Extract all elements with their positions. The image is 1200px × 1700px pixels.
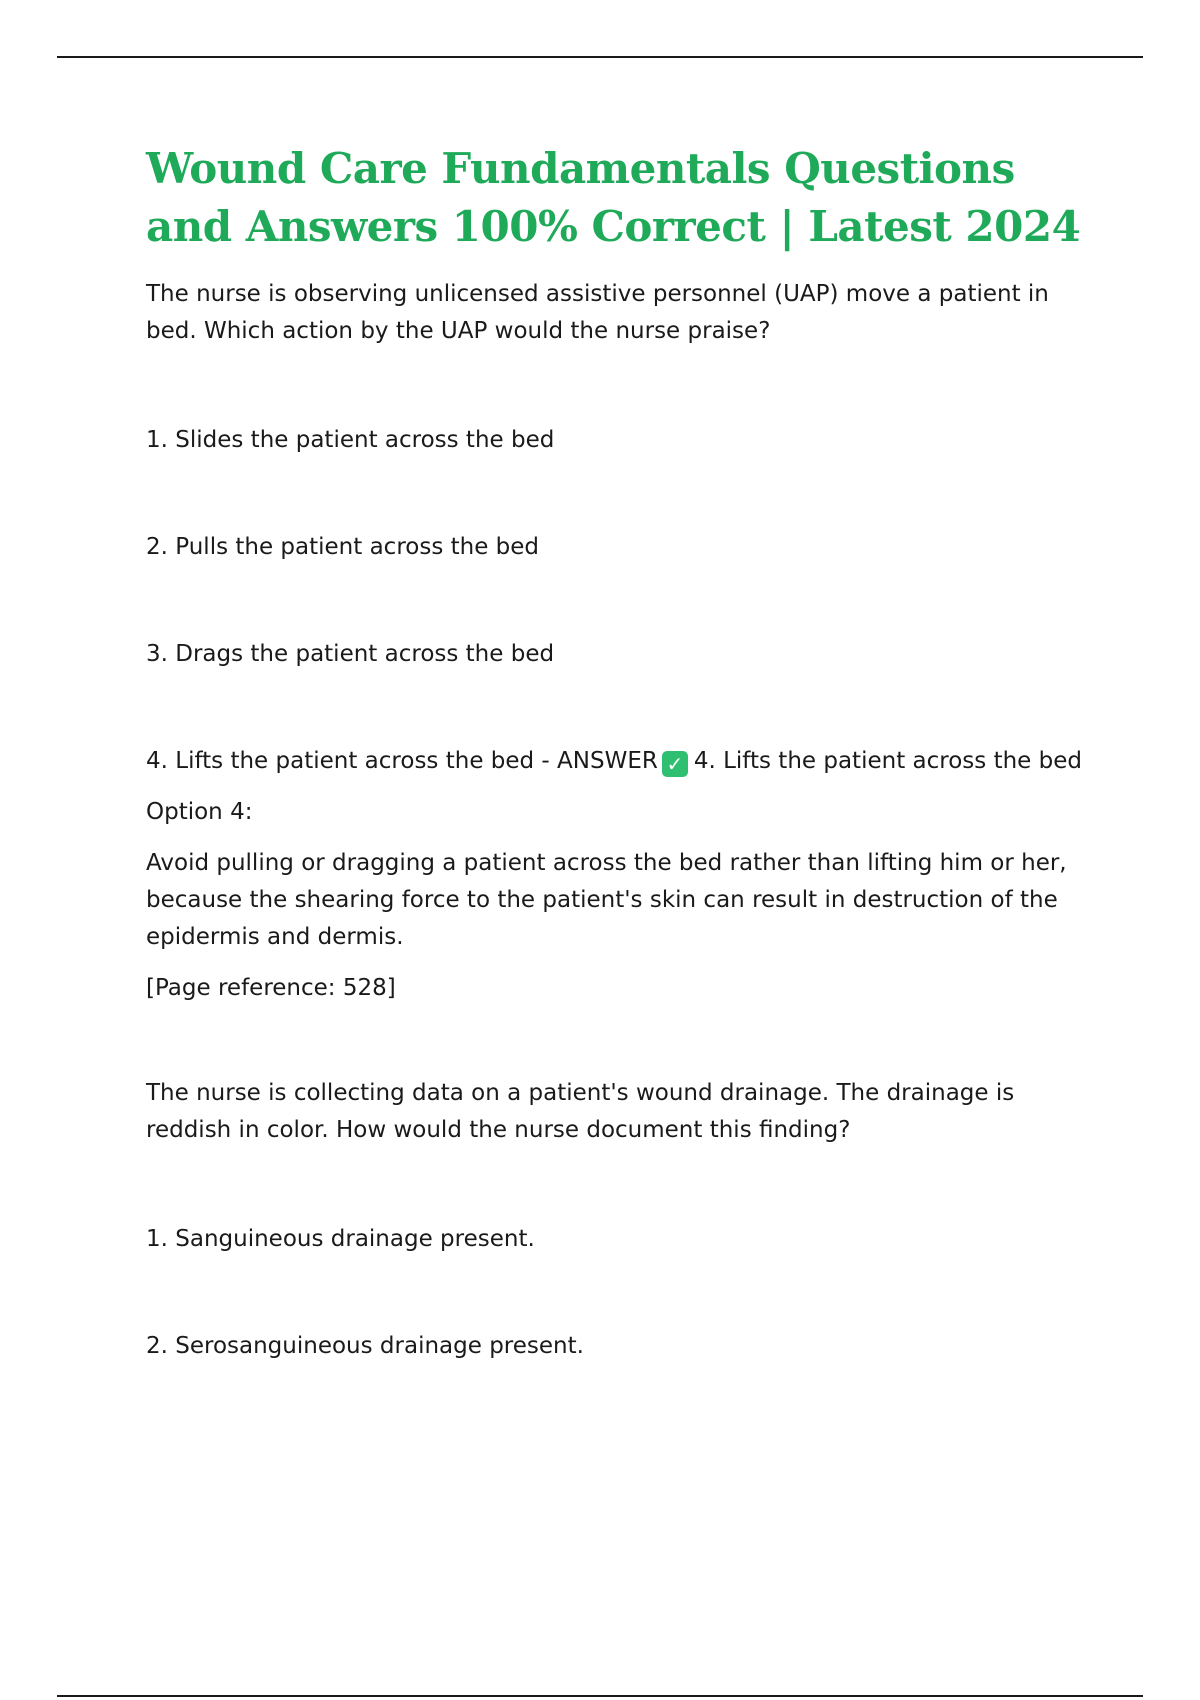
question-2-stem: The nurse is collecting data on a patient's wound drainage. The drainage is reddish in color. How would the nurse document this finding? [146, 1080, 1015, 1143]
question-1-answer: 4. Lifts the patient across the bed [693, 748, 1082, 774]
question-1-option-2: 2. Pulls the patient across the bed [146, 534, 540, 560]
rationale-label: Option 4: [146, 799, 253, 825]
question-2-option-2: 2. Serosanguineous drainage present. [146, 1333, 584, 1359]
document-content [146, 140, 1106, 1435]
question-1-option-1: 1. Slides the patient across the bed [146, 427, 555, 453]
checkmark-icon: ✓ [662, 751, 688, 777]
document-title: Wound Care Fundamentals Questions and Answers 100% Correct | Latest 2024 [146, 144, 1081, 251]
question-1-option-4-answer-line [146, 743, 1106, 780]
question-2-option-1: 1. Sanguineous drainage present. [146, 1226, 535, 1252]
footer-rule [57, 1695, 1143, 1697]
question-1-stem: The nurse is observing unlicensed assistive personnel (UAP) move a patient in bed. Which action by the UAP would the nurse praise? [146, 281, 1049, 344]
rationale-text: Avoid pulling or dragging a patient across the bed rather than lifting him or her, because the shearing force to the patient's skin can result in destruction of the epidermis and dermis. [146, 850, 1067, 950]
question-1-option-4: 4. Lifts the patient across the bed - ANSWER [146, 748, 658, 774]
page-reference: [Page reference: 528] [146, 975, 396, 1001]
question-1-option-3: 3. Drags the patient across the bed [146, 641, 555, 667]
header-rule [57, 56, 1143, 58]
